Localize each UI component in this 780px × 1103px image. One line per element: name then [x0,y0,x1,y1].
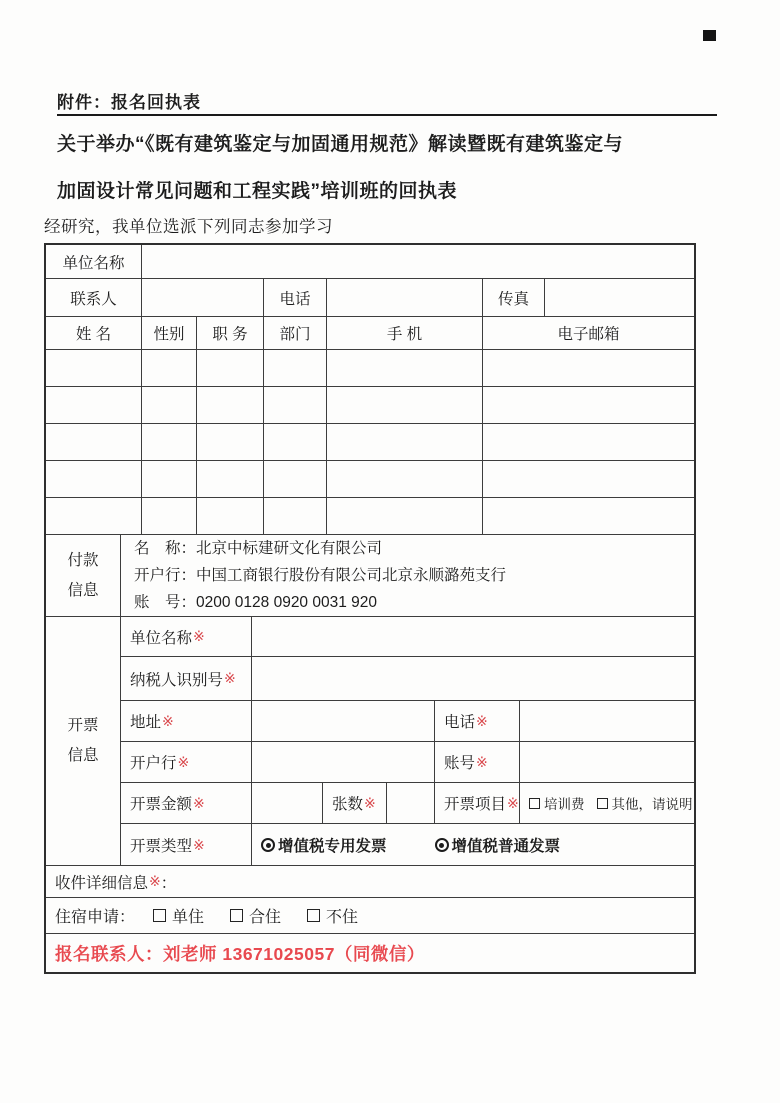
attachment-heading: 附件：报名回执表 [57,93,201,112]
attendee-cell [142,461,197,497]
invoice-account-field [520,742,694,782]
attendee-cell [46,461,142,497]
attendee-cell [327,387,483,423]
invoice-address-row [121,701,694,742]
invoice-label-line2: 信息 [67,747,99,764]
invoice-unit-row [121,617,694,657]
attendee-cell [197,387,264,423]
invoice-phone-field [520,701,694,741]
attendee-cell [327,461,483,497]
accommodation-row [46,898,694,934]
invoice-unit-name-field [252,617,694,656]
invoice-amount-label: 开票金额 ※ [121,783,252,823]
invoice-unit-name-label: 单位名称 ※ [121,617,252,656]
required-mark: ※ [193,794,205,811]
checkbox-icon [307,909,320,922]
attendee-cell [264,461,327,497]
required-mark: ※ [193,628,205,644]
unit-name-label: 单位名称 [46,245,142,278]
attendee-col-department: 部门 [264,317,327,349]
type-option-general: 增值税普通发票 [435,834,561,856]
payment-label-line2: 信息 [67,581,99,599]
required-mark: ※ [162,712,174,729]
address-field [252,701,435,741]
invoice-bank-label: 开户行 ※ [121,742,252,782]
attendee-cell [264,387,327,423]
attendee-cell [483,461,694,497]
invoice-phone-label: 电话 ※ [435,701,520,741]
attendee-cell [483,387,694,423]
attendee-row [46,350,694,387]
required-mark: ※ [149,873,161,889]
taxpayer-id-field [252,657,694,700]
type-option-special: 增值税专用发票 [261,834,387,856]
invoice-section [46,617,694,866]
payment-label-line1: 付款 [67,551,99,569]
attendee-cell [142,498,197,534]
checkbox-icon [597,798,608,809]
intro-text: 经研究，我单位选派下列同志参加学习 [44,218,333,236]
attendee-cell [327,424,483,460]
invoice-bank-field [252,742,435,782]
invoice-type-options [252,824,694,866]
required-mark: ※ [193,836,205,853]
payment-label [46,535,121,616]
attendee-cell [483,350,694,386]
required-mark: ※ [224,670,236,686]
invoice-project-label: 开票项目 ※ [435,783,520,823]
project-option-training: 培训费 [529,793,585,813]
attendee-cell [197,498,264,534]
attendee-row [46,498,694,535]
invoice-label-line1: 开票 [67,717,99,734]
accommodation-option-shared: 合住 [230,904,281,927]
project-option-other: 其他，请说明 [597,793,693,813]
heading-rule [57,114,717,116]
required-mark: ※ [177,753,190,770]
invoice-taxpayer-row [121,657,694,701]
attendee-cell [142,424,197,460]
attendee-cell [46,498,142,534]
attendee-cell [46,387,142,423]
recipient-info-label: 收件详细信息 ※ ： [55,873,177,892]
phone-label: 电话 [264,279,327,316]
attendee-row [46,424,694,461]
fax-field [545,279,694,316]
doc-title-line-1: 关于举办“《既有建筑鉴定与加固通用规范》解读暨既有建筑鉴定与 [57,134,624,155]
taxpayer-id-label: 纳税人识别号 ※ [121,657,252,700]
footer-contact-text: 报名联系人：刘老师 13671025057（同微信） [55,943,425,964]
contact-label: 联系人 [46,279,142,316]
attendee-cell [264,424,327,460]
invoice-count-label: 张数 ※ [323,783,387,823]
footer-contact-row [46,934,694,972]
attendee-cell [46,350,142,386]
attendee-col-name: 姓 名 [46,317,142,349]
attendee-cell [483,424,694,460]
attendee-col-mobile: 手 机 [327,317,483,349]
recipient-info-row [46,866,694,898]
contact-row [46,279,694,317]
attendee-col-gender: 性别 [142,317,197,349]
unit-name-field [142,245,694,278]
attendee-cell [142,387,197,423]
accommodation-options [46,898,694,933]
attendee-cell [264,498,327,534]
doc-title-line-2: 加固设计常见问题和工程实践”培训班的回执表 [57,181,458,202]
attendee-row [46,387,694,424]
accommodation-label: 住宿申请： [55,909,136,926]
attendee-cell [197,461,264,497]
required-mark: ※ [364,794,376,811]
invoice-label [46,617,121,865]
attendee-cell [142,350,197,386]
payment-details [121,535,694,616]
accommodation-option-none: 不住 [307,904,358,927]
invoice-project-options [520,783,694,823]
registration-table [44,243,696,974]
required-mark: ※ [507,794,519,811]
scan-artifact-mark [703,30,716,41]
checkbox-icon [529,798,540,809]
address-label: 地址 ※ [121,701,252,741]
payment-account-line: 账 号：0200 0128 0920 0031 920 [134,594,378,611]
invoice-account-label: 账号 ※ [435,742,520,782]
required-mark: ※ [476,712,488,729]
attendee-cell [46,424,142,460]
attendee-cell [327,498,483,534]
invoice-amount-field [252,783,323,823]
checkbox-icon [230,909,243,922]
radio-icon [435,838,449,852]
attendee-header-row [46,317,694,350]
checkbox-icon [153,909,166,922]
phone-field [327,279,483,316]
payment-section [46,535,694,617]
attendee-col-email: 电子邮箱 [557,326,620,343]
attendee-row [46,461,694,498]
invoice-bank-row [121,742,694,783]
invoice-type-label: 开票类型 ※ [121,824,252,866]
invoice-count-field [387,783,435,823]
invoice-type-row [121,824,694,866]
attendee-col-position: 职 务 [197,317,264,349]
payment-name-line: 名 称：北京中标建研文化有限公司 [134,540,383,557]
contact-field [142,279,264,316]
unit-name-row [46,245,694,279]
radio-icon [261,838,275,852]
attendee-cell [264,350,327,386]
required-mark: ※ [476,753,488,770]
accommodation-option-single: 单住 [153,904,204,927]
fax-label: 传真 [483,279,545,316]
attendee-cell [483,498,694,534]
payment-bank-line: 开户行：中国工商银行股份有限公司北京永顺潞苑支行 [134,567,507,584]
attendee-cell [197,424,264,460]
invoice-amount-row [121,783,694,824]
attendee-cell [327,350,483,386]
attendee-cell [197,350,264,386]
